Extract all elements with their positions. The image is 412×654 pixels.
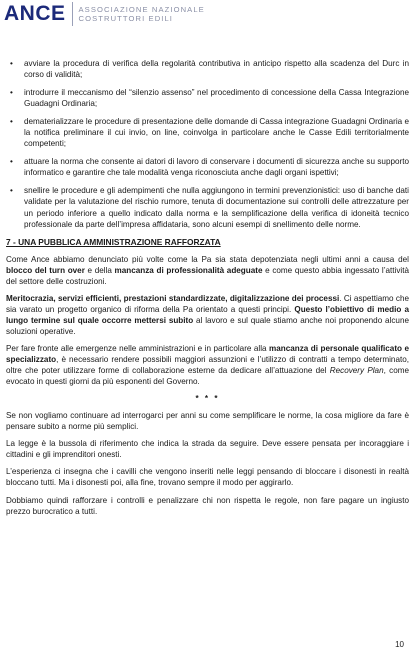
text-run: , come evocato in questi giorni da più esponenti del Governo. bbox=[6, 366, 410, 387]
bullet-dot-icon: • bbox=[10, 157, 13, 167]
bullet-dot-icon: • bbox=[10, 88, 13, 98]
paragraph-emergencies bbox=[6, 343, 409, 387]
text-run: . Ci aspettiamo che sia varato un progetto organico di riforma della Pa orientato a questi principi. bbox=[6, 293, 409, 314]
bold-text: mancanza di personale qualificato e specializzato bbox=[6, 343, 409, 365]
text-run: Per fare fronte alle emergenze nelle amministrazioni e in particolare alla bbox=[6, 343, 270, 353]
paragraph-law-compass: La legge è la bussola di riferimento che indica la strada da seguire. Deve essere pensata per incoraggiare i cittadini e gli imprenditori onesti. bbox=[6, 439, 409, 460]
bullet-dot-icon: • bbox=[10, 186, 13, 196]
association-name-line2: COSTRUTTORI EDILI bbox=[78, 14, 174, 23]
paragraph-controls: Dobbiamo quindi rafforzare i controlli e penalizzare chi non rispetta le regole, non fare pagare un ingiusto prezzo burocratico a tutti. bbox=[6, 495, 409, 516]
bullet-item bbox=[6, 58, 409, 80]
bullet-item bbox=[6, 185, 409, 229]
bold-text: Questo l’obiettivo di medio a lungo termine sul quale occorre mettersi subito bbox=[6, 304, 409, 325]
bullet-text: introdurre il meccanismo del “silenzio assenso” nel procedimento di concessione della Cassa Integrazione Guadagni Ordinaria; bbox=[24, 88, 409, 109]
page-header bbox=[4, 2, 205, 26]
page-number: 10 bbox=[395, 640, 404, 649]
section-title: 7 - UNA PUBBLICA AMMINISTRAZIONE RAFFORZATA bbox=[6, 236, 221, 247]
ance-logo: ANCE bbox=[4, 2, 73, 26]
paragraph-pa-weakened bbox=[6, 254, 409, 287]
text-run: e come questo abbia ingessato l’attività del settore delle costruzioni. bbox=[6, 265, 409, 286]
bullet-dot-icon: • bbox=[10, 117, 13, 127]
bullet-item bbox=[6, 87, 409, 109]
bullet-text: dematerializzare le procedure di presentazione delle domande di Cassa integrazione Guadagni Ordinaria e la notifica preliminare il cui invio, on line, coinvolga in particolare anche le Casse Edili territorialmente competenti; bbox=[24, 117, 409, 149]
text-run: al lavoro e sul quale stiamo anche noi proponendo alcune soluzioni operative. bbox=[6, 315, 409, 336]
bold-text: Meritocrazia, servizi efficienti, prestazioni standardizzate, digitalizzazione dei processi bbox=[6, 293, 340, 303]
association-name bbox=[79, 5, 205, 23]
bold-text: blocco del turn over bbox=[6, 265, 85, 275]
text-run: e della bbox=[84, 265, 115, 275]
paragraph-meritocracy bbox=[6, 293, 409, 337]
bullet-text: avviare la procedura di verifica della regolarità contributiva in anticipo rispetto alla scadenza del Durc in corso di validità; bbox=[24, 59, 409, 80]
bullet-dot-icon: • bbox=[10, 59, 13, 68]
bold-text: mancanza di professionalità adeguate bbox=[114, 265, 263, 275]
bullet-text: attuare la norma che consente ai datori di lavoro di conservare i documenti di sicurezza anche su supporto informatico e garantire che tale modalità venga riconosciuta anche dagli organi ispettivi; bbox=[24, 157, 409, 178]
paragraph-experience: L’esperienza ci insegna che i cavilli che vengono inseriti nelle leggi pensando di bloccare i disonesti in realtà bloccano tutti. Ma i disonesti poi, alla fine, trovano sempre il modo per aggirarlo. bbox=[6, 467, 409, 488]
bullet-item bbox=[6, 156, 409, 178]
association-name-line1: ASSOCIAZIONE NAZIONALE bbox=[78, 5, 205, 14]
text-run: , è necessario rendere possibili maggiori assunzioni e l’utilizzo di contratti a tempo determinato, oltre che poter utilizzare forme di collaborazione esterne da dedicare all’attuazione del bbox=[6, 355, 409, 376]
paragraph-simple-norms: Se non vogliamo continuare ad interrogarci per anni su come semplificare le norme, la cosa migliore da fare è pensare subito a norme più semplici. bbox=[6, 411, 409, 432]
page-content bbox=[6, 58, 409, 523]
section-separator: * * * bbox=[195, 394, 220, 404]
bullet-list bbox=[6, 58, 409, 230]
bullet-item bbox=[6, 116, 409, 149]
italic-text: Recovery Plan bbox=[329, 366, 384, 376]
bullet-text: snellire le procedure e gli adempimenti che nulla aggiungono in termini prevenzionistici: uso di banche dati validate per la valutazione del rischio rumore, tenuta di documentazione sui controlli delle attrezzature per un periodo inferiore a quello indicato dalla norma e la semplificazione della verifica di idoneità tecnico professionale da parte dell’impresa affidataria, sono alcuni esempi di snellimento delle norme. bbox=[24, 186, 409, 229]
text-run: Come Ance abbiamo denunciato più volte come la Pa sia stata depotenziata negli ultimi anni a causa del bbox=[6, 254, 409, 264]
